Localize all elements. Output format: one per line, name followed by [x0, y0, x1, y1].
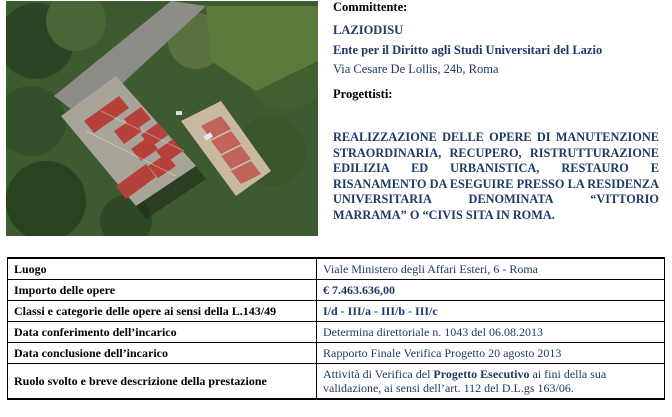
row-key: Ruolo svolto e breve descrizione della prestazione	[8, 364, 317, 400]
designers-label: Progettisti:	[333, 87, 393, 101]
row-key: Importo delle opere	[8, 280, 317, 301]
table-row	[8, 322, 665, 343]
client-address: Via Cesare De Lollis, 24b, Roma	[333, 62, 499, 76]
row-key: Data conferimento dell’incarico	[8, 322, 317, 343]
row-key: Data conclusione dell’incarico	[8, 343, 317, 364]
row-value: Determina direttoriale n. 1043 del 06.08.2013	[317, 322, 665, 343]
project-details-table	[7, 257, 665, 400]
row-key: Luogo	[8, 258, 317, 280]
client-name: LAZIODISU	[333, 23, 404, 37]
value-post: ai fini della sua validazione, ai sensi dell’art. 112 del D.L.gs 163/06.	[323, 367, 607, 395]
row-value: Viale Ministero degli Affari Esteri, 6 - Roma	[317, 258, 665, 280]
table-row	[8, 364, 665, 400]
row-value: I/d - III/a - III/b - III/c	[317, 301, 665, 322]
client-full-name: Ente per il Diritto agli Studi Universitari del Lazio	[333, 43, 603, 57]
row-value: € 7.463.636,00	[317, 280, 665, 301]
row-value: Rapporto Finale Verifica Progetto 20 agosto 2013	[317, 343, 665, 364]
aerial-photo	[6, 1, 318, 236]
row-value	[317, 364, 665, 400]
value-bold: Progetto Esecutivo	[433, 367, 530, 381]
table-row	[8, 343, 665, 364]
project-description: REALIZZAZIONE DELLE OPERE DI MANUTENZIONE STRAORDINARIA, RECUPERO, RISTRUTTURAZIONE EDILIZIA ED URBANISTICA, RESTAURO E RISANAMENTO DA ESEGUIRE PRESSO LA RESIDENZA UNIVERSITARIA DENOMINATA “VITTORIO MARRAMA” O “CIVIS SITA IN ROMA.	[333, 130, 659, 222]
value-pre: Attività di Verifica del	[323, 367, 434, 381]
row-key: Classi e categorie delle opere ai sensi della L.143/49	[8, 301, 317, 322]
table-row	[8, 280, 665, 301]
client-label: Committente:	[333, 0, 408, 14]
table-row	[8, 301, 665, 322]
table-row	[8, 258, 665, 280]
